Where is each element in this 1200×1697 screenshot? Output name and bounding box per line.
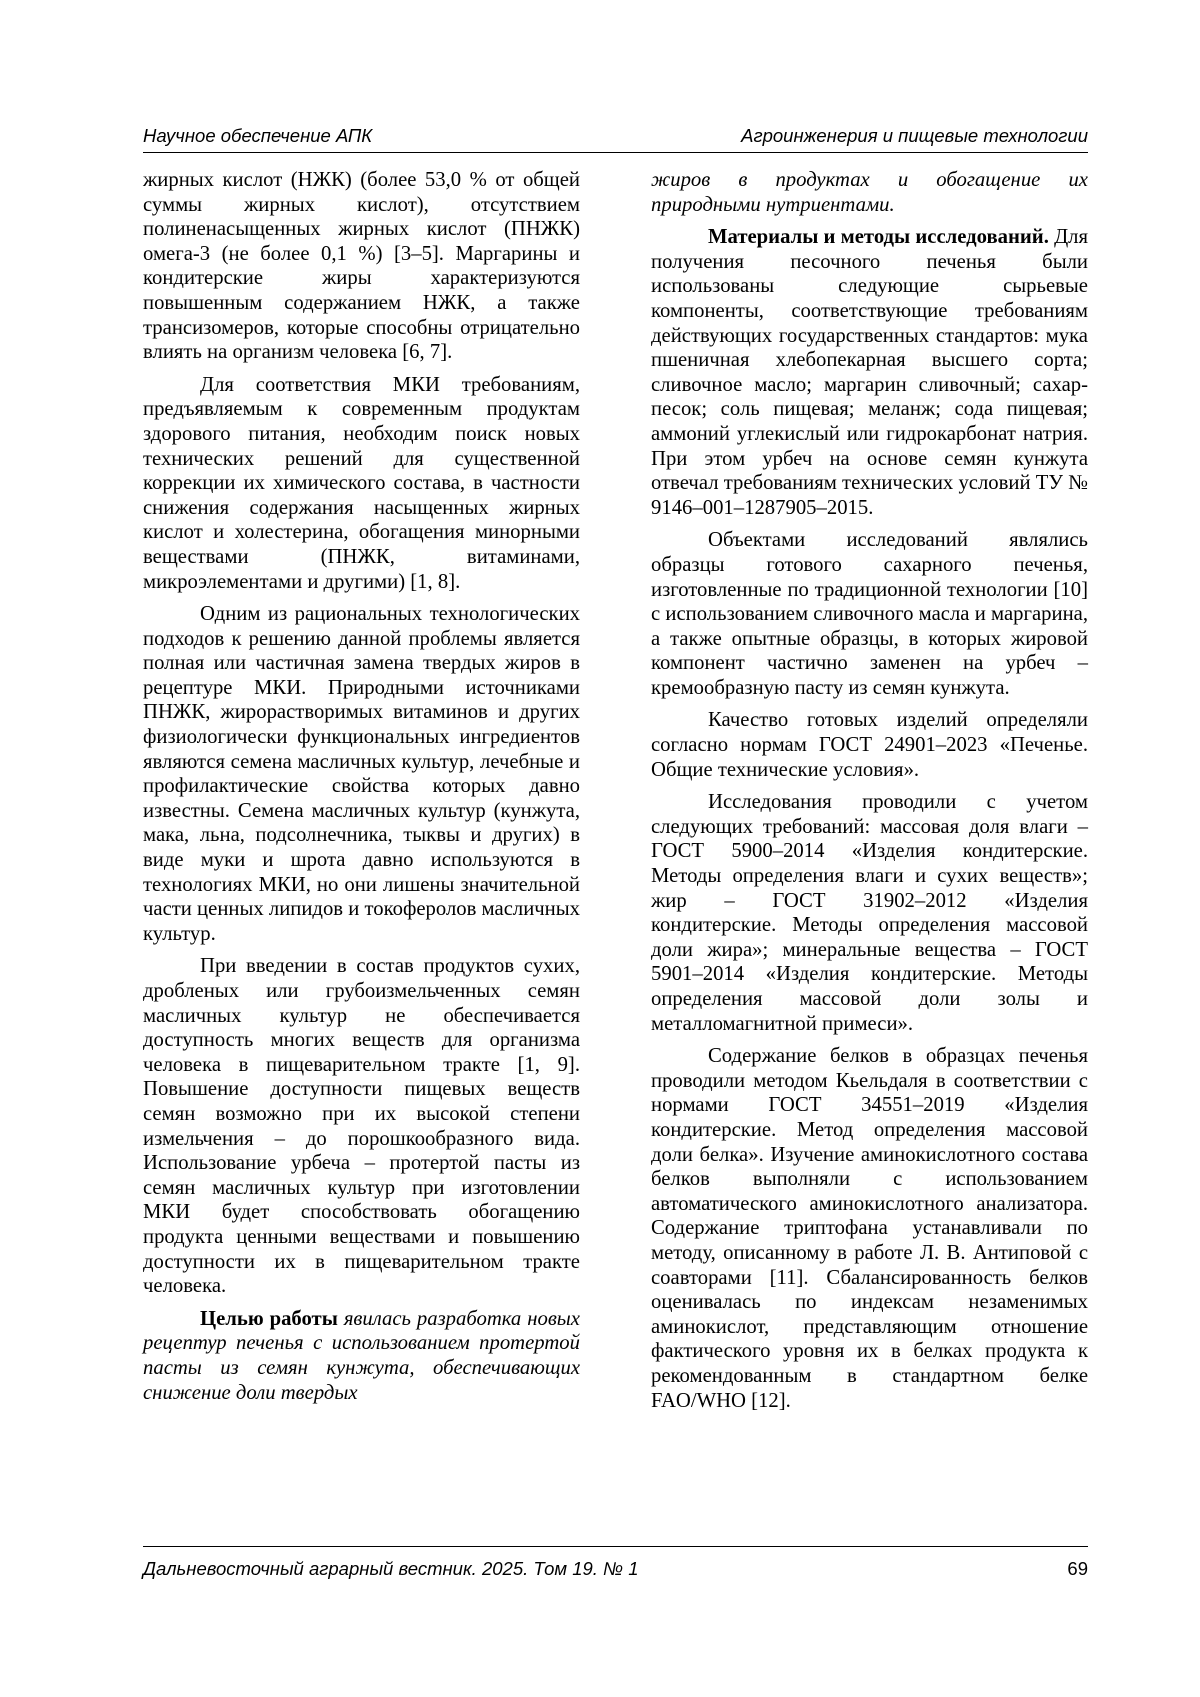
paragraph: Для соответствия МКИ требованиям, предъявляемым к современным продуктам здорового питания, необходим поиск новых технических решений для существенной коррекции их химического состава, в частности снижения содержания насыщенных жирных кислот и холестерина, обогащения минорными веществами (ПНЖК, витаминами, микроэлементами и другими) [1, 8]. (143, 373, 580, 593)
header-section-left: Научное обеспечение АПК (143, 125, 373, 146)
paragraph-aim (143, 1307, 580, 1405)
journal-citation: Дальневосточный аграрный вестник. 2025. Том 19. № 1 (143, 1558, 639, 1579)
paragraph: Объектами исследований являлись образцы готового сахарного печенья, изготовленные по традиционной технологии [10] с использованием сливочного масла и маргарина, а также опытные образцы, в которых жировой компонент частично заменен на урбеч – кремообразную пасту из семян кунжута. (651, 529, 1088, 699)
page-number: 69 (1067, 1558, 1088, 1579)
methods-text: Для получения песочного печенья были использованы следующие сырьевые компоненты, соответствующие требованиям действующих государственных стандартов: мука пшеничная хлебопекарная высшего сорта; сливочное масло; маргарин сливочный; сахар-песок; соль пищевая; меланж; сода пищевая; аммоний углекислый или гидрокарбонат натрия. При этом урбеч на основе семян кунжута отвечал требованиям технических условий ТУ № 9146–001–1287905–2015. (651, 226, 1089, 519)
aim-text: явилась разработка новых рецептур печенья с использованием протертой пасты из семян кунжута, обеспечивающих снижение доли твердых (143, 1307, 580, 1404)
header-section-right: Агроинженерия и пищевые технологии (741, 125, 1088, 146)
section-heading-methods: Материалы и методы исследований. (708, 226, 1049, 249)
paragraph: При введении в состав продуктов сухих, дробленых или грубоизмельченных семян масличных культур не обеспечивается доступность многих веществ для организма человека в пищеварительном тракте [1, 9]. Повышение доступности пищевых веществ семян возможно при их высокой степени измельчения – до порошкообразного вида. Использование урбеча – протертой пасты из семян масличных культур при изготовлении МКИ будет способствовать обогащению продукта ценными веществами и повышению доступности их в пищеварительном тракте человека. (143, 955, 580, 1298)
right-column (651, 168, 1088, 1421)
running-header (143, 125, 1088, 147)
paragraph-continuation: жирных кислот (НЖК) (более 53,0 % от общей суммы жирных кислот), отсутствием полиненасыщенных жирных кислот (ПНЖК) омега-3 (не более 0,1 %) [3–5]. Маргарины и кондитерские жиры характеризуются повышенным содержанием НЖК, а также трансизомеров, которые способны отрицательно влиять на организм человека [6, 7]. (143, 169, 580, 364)
running-footer (143, 1558, 1088, 1580)
paragraph: Качество готовых изделий определяли согласно нормам ГОСТ 24901–2023 «Печенье. Общие технические условия». (651, 709, 1088, 781)
aim-label: Целью работы (200, 1307, 338, 1330)
paragraph: Исследования проводили с учетом следующих требований: массовая доля влаги – ГОСТ 5900–2014 «Изделия кондитерские. Методы определения влаги и сухих веществ»; жир – ГОСТ 31902–2012 «Изделия кондитерские. Методы определения массовой доли жира»; минеральные вещества – ГОСТ 5901–2014 «Изделия кондитерские. Методы определения массовой доли золы и металломагнитной примеси». (651, 791, 1088, 1035)
footer-rule (143, 1546, 1088, 1547)
paragraph: Содержание белков в образцах печенья проводили методом Кьельдаля в соответствии с нормами ГОСТ 34551–2019 «Изделия кондитерские. Метод определения массовой доли белка». Изучение аминокислотного состава белков выполняли с использованием автоматического аминокислотного анализатора. Содержание триптофана устанавливали по методу, описанному в работе Л. В. Антиповой с соавторами [11]. Сбалансированность белков оценивалась по индексам незаменимых аминокислот, представляющим отношение фактического уровня их в белках продукта к рекомендованным в стандартном белке FAO/WHO [12]. (651, 1045, 1088, 1412)
paragraph: Одним из рациональных технологических подходов к решению данной проблемы является полная или частичная замена твердых жиров в рецептуре МКИ. Природными источниками ПНЖК, жирорастворимых витаминов и других физиологически функциональных ингредиентов являются семена масличных культур, лечебные и профилактические свойства которых давно известны. Семена масличных культур (кунжута, мака, льна, подсолнечника, тыквы и других) в виде муки и шрота давно используются в технологиях МКИ, но они лишены значительной части ценных липидов и токоферолов масличных культур. (143, 603, 580, 945)
left-column (143, 168, 580, 1413)
aim-continuation: жиров в продуктах и обогащение их природными нутриентами. (651, 169, 1088, 216)
paragraph-methods (651, 225, 1088, 520)
header-rule (143, 152, 1088, 153)
